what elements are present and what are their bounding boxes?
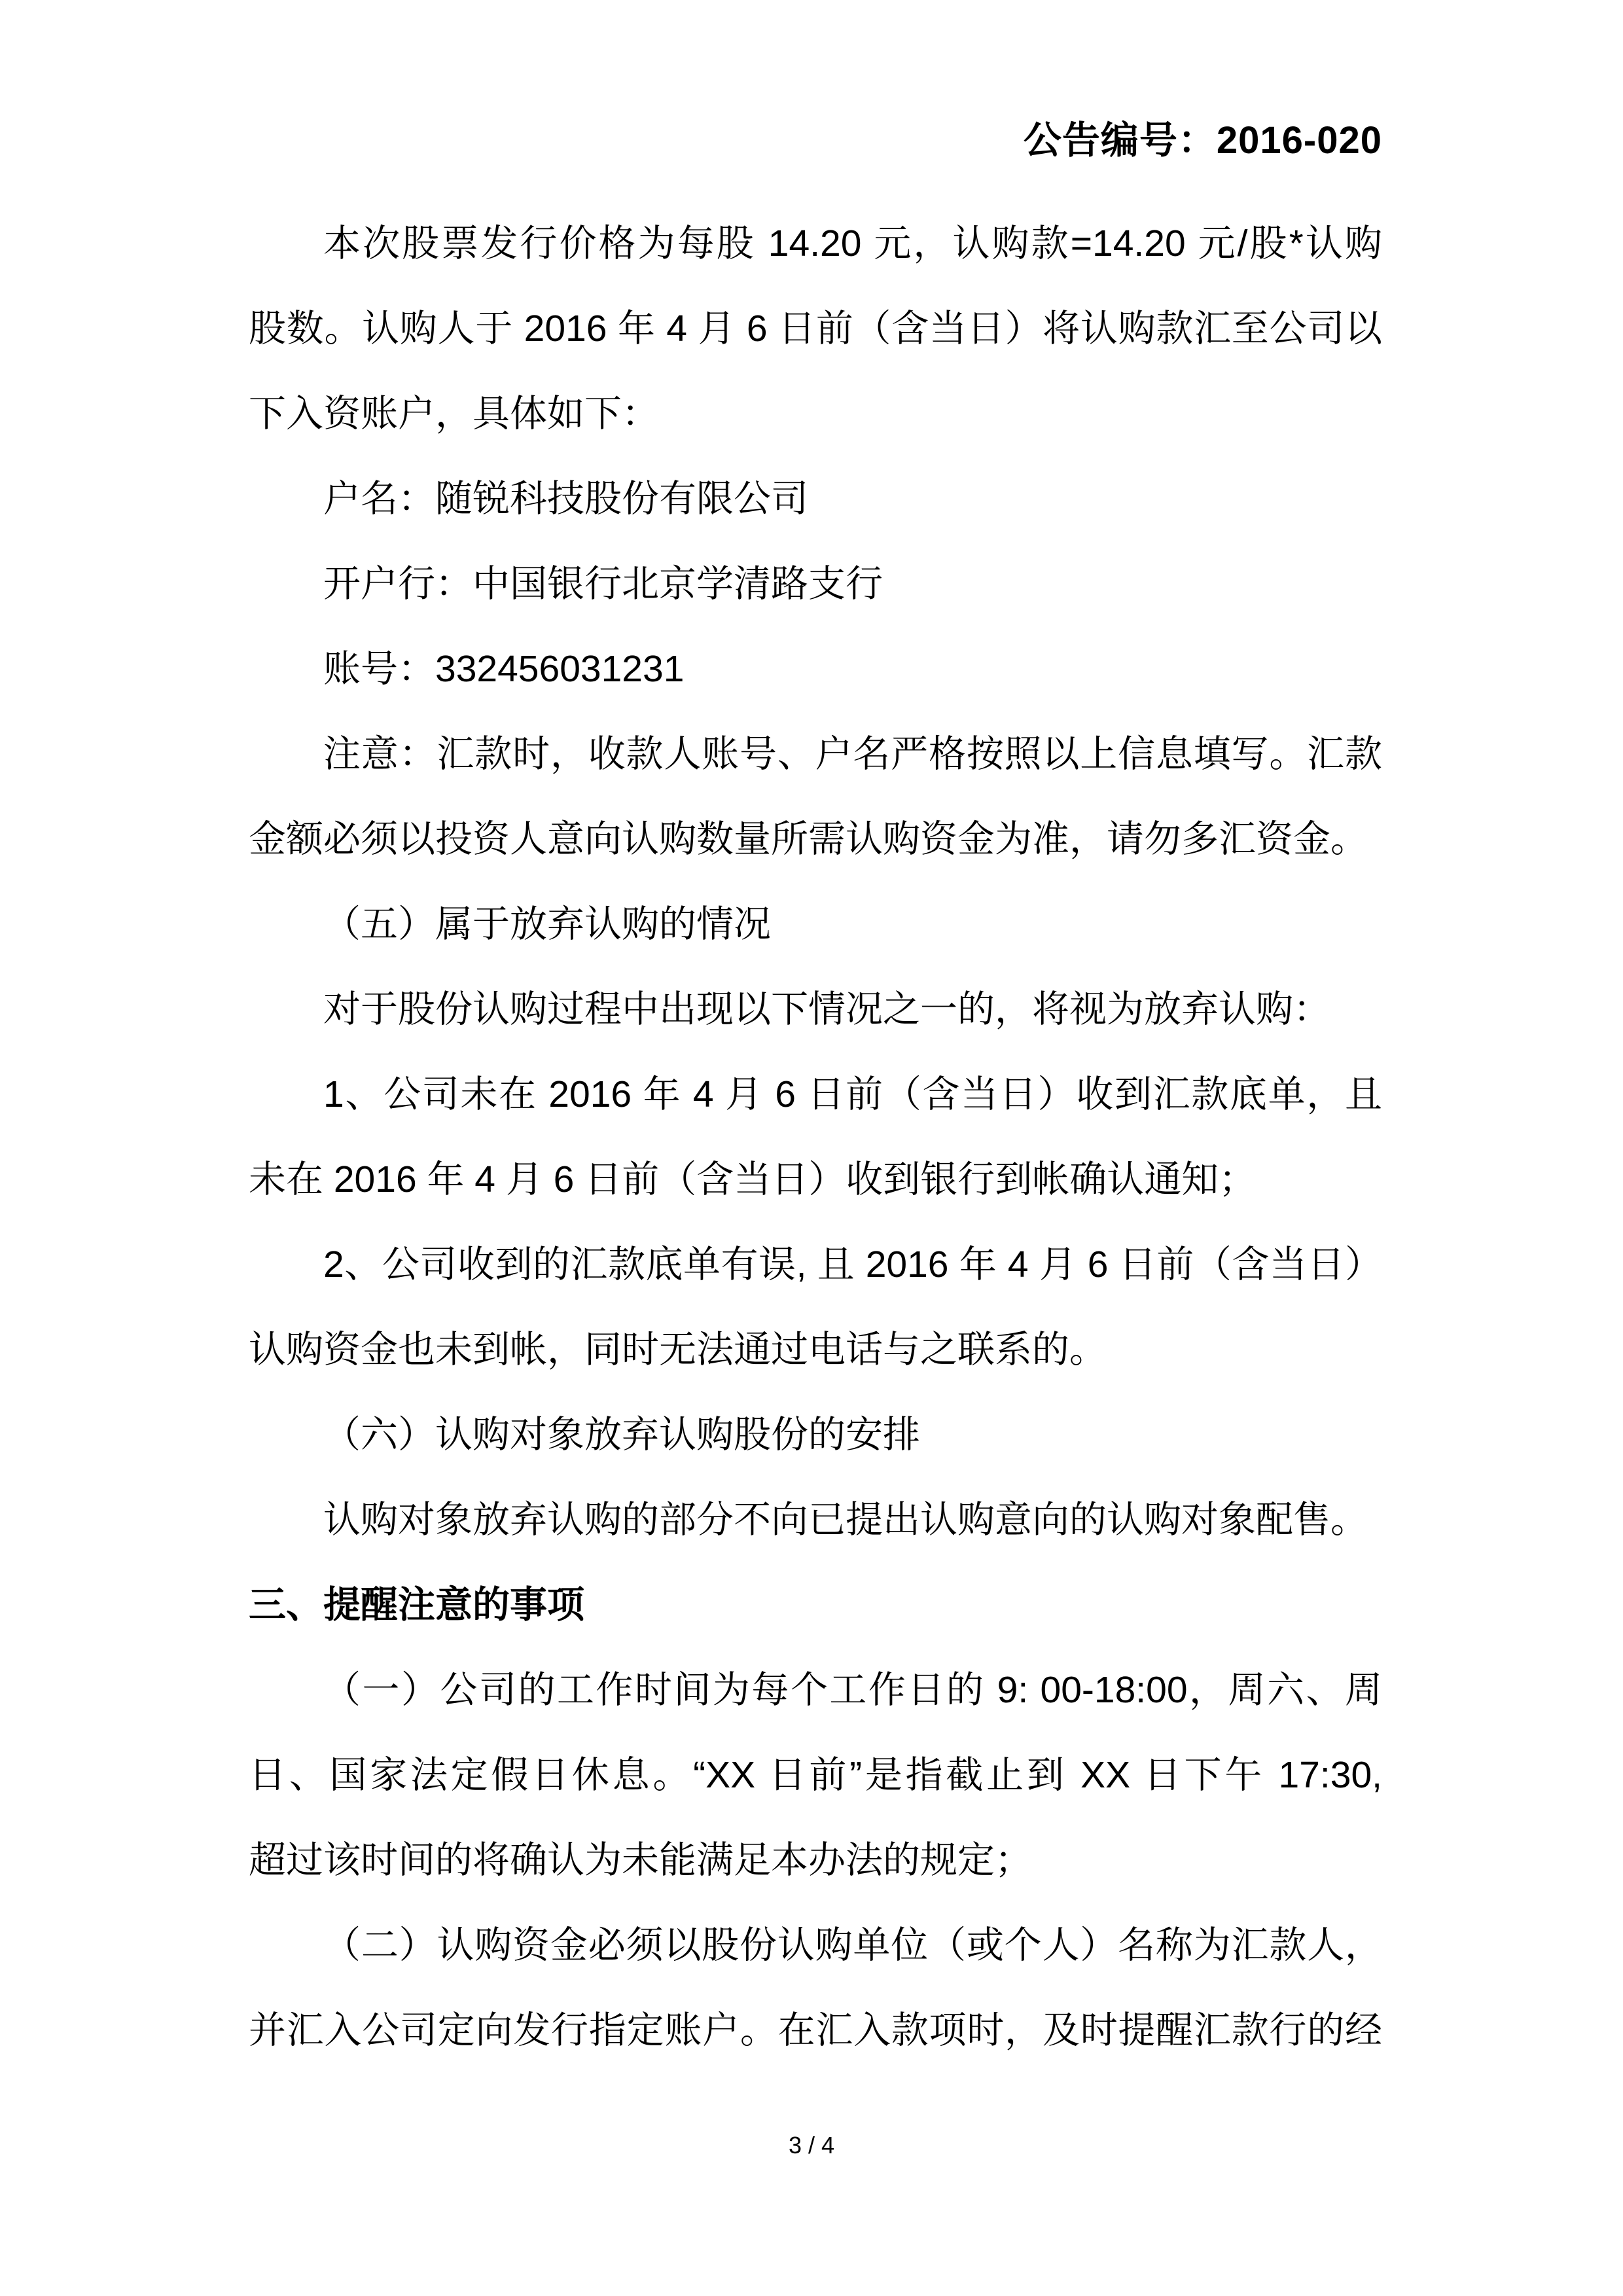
line-issue-price-3: 下入资账户，具体如下： (249, 393, 659, 435)
line-waiver-case1-1: 1、公司未在 2016 年 4 月 6 日前（含当日）收到汇款底单，且 (323, 1073, 1382, 1115)
line-note2-1: （二）认购资金必须以股份认购单位（或个人）名称为汇款人， (323, 1924, 1382, 1966)
line-note1-1: （一）公司的工作时间为每个工作日的 9: 00-18:00，周六、周 (323, 1669, 1382, 1711)
announcement-number: 公告编号：2016-020 (1023, 119, 1382, 162)
heading-section-six: （六）认购对象放弃认购股份的安排 (323, 1414, 920, 1456)
line-account-number: 账号：332456031231 (323, 648, 685, 690)
line-issue-price-2: 股数。认购人于 2016 年 4 月 6 日前（含当日）将认购款汇至公司以 (249, 308, 1382, 350)
line-waiver-case1-2: 未在 2016 年 4 月 6 日前（含当日）收到银行到帐确认通知； (249, 1158, 1257, 1200)
line-note2-2: 并汇入公司定向发行指定账户。在汇入款项时，及时提醒汇款行的经 (249, 2009, 1382, 2051)
line-bank-branch: 开户行：中国银行北京学清路支行 (323, 563, 883, 605)
page-footer (0, 2119, 1623, 2172)
line-waiver-case2-1: 2、公司收到的汇款底单有误, 且 2016 年 4 月 6 日前（含当日） (323, 1244, 1382, 1285)
line-issue-price-1: 本次股票发行价格为每股 14.20 元，认购款=14.20 元/股*认购 (323, 223, 1382, 264)
line-waiver-case2-2: 认购资金也未到帐，同时无法通过电话与之联系的。 (249, 1329, 1107, 1371)
page-header (249, 115, 1382, 167)
page-number: 3 / 4 (788, 2132, 835, 2159)
line-note1-2: 日、国家法定假日休息。“XX 日前”是指截止到 XX 日下午 17:30, (249, 1754, 1382, 1796)
line-account-name: 户名：随锐科技股份有限公司 (323, 478, 808, 520)
document-body (249, 201, 1382, 2073)
heading-part-three: 三、提醒注意的事项 (249, 1584, 584, 1626)
heading-section-five: （五）属于放弃认购的情况 (323, 903, 771, 945)
line-note1-3: 超过该时间的将确认为未能满足本办法的规定； (249, 1839, 1032, 1881)
line-remittance-note-2: 金额必须以投资人意向认购数量所需认购资金为准，请勿多汇资金。 (249, 818, 1368, 860)
line-waiver-arrangement: 认购对象放弃认购的部分不向已提出认购意向的认购对象配售。 (323, 1499, 1368, 1541)
line-waiver-intro: 对于股份认购过程中出现以下情况之一的，将视为放弃认购： (323, 988, 1330, 1030)
line-remittance-note-1: 注意：汇款时，收款人账号、户名严格按照以上信息填写。汇款 (323, 733, 1382, 775)
